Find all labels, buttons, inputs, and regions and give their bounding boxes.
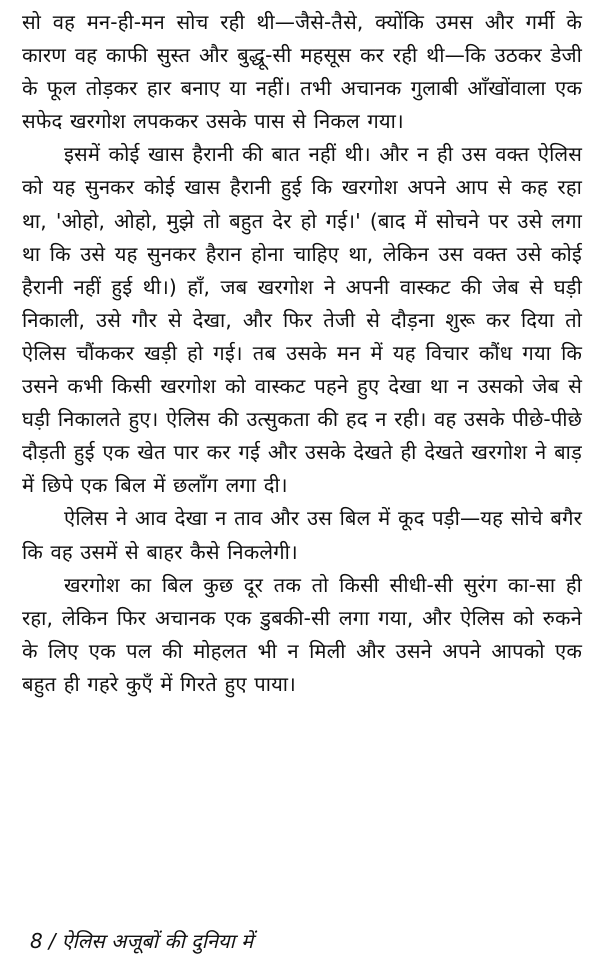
paragraph-4: खरगोश का बिल कुछ दूर तक तो किसी सीधी-सी सुरंग का-सा ही रहा, लेकिन फिर अचानक एक डुबकी-सी लगा गया, और ऐलिस को रुकने के लिए एक पल की मोहलत भी न मिली और उसने अपने आपको एक बहुत ही गहरे कुएँ में गिरते हुए पाया। (22, 572, 582, 696)
body-text (22, 6, 582, 701)
page-footer (30, 926, 253, 956)
paragraph-1: सो वह मन-ही-मन सोच रही थी—जैसे-तैसे, क्योंकि उमस और गर्मी के कारण वह काफी सुस्त और बुद्धू-सी महसूस कर रही थी—कि उठकर डेजी के फूल तोड़कर हार बनाए या नहीं। तभी अचानक गुलाबी आँखोंवाला एक सफेद खरगोश लपककर उसके पास से निकल गया। (22, 10, 582, 134)
paragraph-2: इसमें कोई खास हैरानी की बात नहीं थी। और न ही उस वक्त ऐलिस को यह सुनकर कोई खास हैरानी हुई कि खरगोश अपने आप से कह रहा था, 'ओहो, ओहो, मुझे तो बहुत देर हो गई।' (बाद में सोचने पर उसे लगा था कि उसे यह सुनकर हैरान होना चाहिए था, लेकिन उस वक्त उसे कोई हैरानी नहीं हुई थी।) हाँ, जब खरगोश ने अपनी वास्कट की जेब से घड़ी निकाली, उसे गौर से देखा, और फिर तेजी से दौड़ना शुरू कर दिया तो ऐलिस चौंककर खड़ी हो गई। तब उसके मन में यह विचार कौंध गया कि उसने कभी किसी खरगोश को वास्कट पहने हुए देखा था न उसको जेब से घड़ी निकालते हुए। ऐलिस की उत्सुकता की हद न रही। वह उसके पीछे-पीछे दौड़ती हुई एक खेत पार कर गई और उसके देखते ही देखते खरगोश ने बाड़ में छिपे एक बिल में छलाँग लगा दी। (22, 142, 582, 498)
book-title: ऐलिस अजूबों की दुनिया में (61, 929, 254, 953)
page-number: 8 (30, 929, 43, 953)
footer-separator: / (48, 929, 56, 953)
paragraph-3: ऐलिस ने आव देखा न ताव और उस बिल में कूद पड़ी—यह सोचे बगैर कि वह उसमें से बाहर कैसे निकलेगी। (22, 506, 582, 564)
